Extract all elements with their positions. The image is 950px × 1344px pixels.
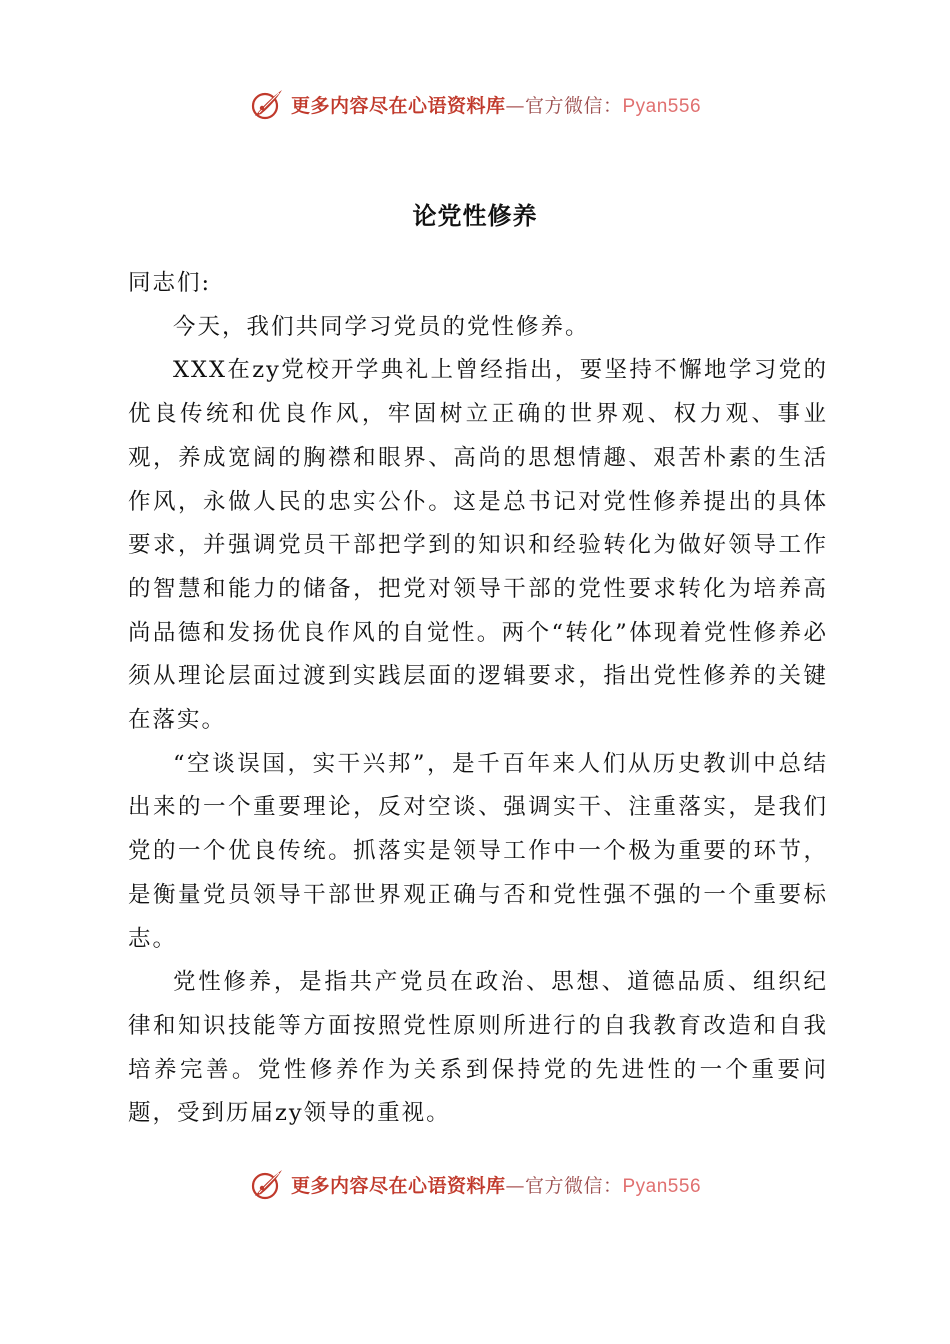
header-wechat-label: 官方微信： xyxy=(524,94,623,117)
header-brand-text: 更多内容尽在心语资料库 xyxy=(290,94,506,117)
footer-separator: — xyxy=(505,1174,525,1197)
footer-wechat-label: 官方微信： xyxy=(524,1174,623,1197)
paragraph-2: XXX在zy党校开学典礼上曾经指出，要坚持不懈地学习党的优良传统和优良作风，牢固树立正确的世界观、权力观、事业观，养成宽阔的胸襟和眼界、高尚的思想情趣、艰苦朴素的生活作风，永做人民的忠实公仆。这是总书记对党性修养提出的具体要求，并强调党员干部把学到的知识和经验转化为做好领导工作的智慧和能力的储备，把党对领导干部的党性要求转化为培养高尚品德和发扬优良作风的自觉性。两个“转化”体现着党性修养必须从理论层面过渡到实践层面的逻辑要求，指出党性修养的关键在落实。 xyxy=(128,357,828,734)
paragraph-1: 今天，我们共同学习党员的党性修养。 xyxy=(173,313,590,340)
footer-watermark-text xyxy=(291,1171,701,1198)
footer-brand-text: 更多内容尽在心语资料库 xyxy=(290,1174,506,1197)
paragraph-4: 党性修养，是指共产党员在政治、思想、道德品质、组织纪律和知识技能等方面按照党性原则所进行的自我教育改造和自我培养完善。党性修养作为关系到保持党的先进性的一个重要问题，受到历届zy领导的重视。 xyxy=(128,969,828,1127)
document-title: 论党性修养 xyxy=(412,201,538,230)
quill-logo-icon xyxy=(249,1166,285,1202)
document-body xyxy=(128,262,828,1136)
footer-wechat-id: Pyan556 xyxy=(622,1175,702,1197)
header-wechat-id: Pyan556 xyxy=(622,95,702,117)
header-watermark-banner xyxy=(0,82,950,126)
paragraph-3: “空谈误国，实干兴邦”，是千百年来人们从历史教训中总结出来的一个重要理论，反对空谈、强调实干、注重落实，是我们党的一个优良传统。抓落实是领导工作中一个极为重要的环节，是衡量党员领导干部世界观正确与否和党性强不强的一个重要标志。 xyxy=(128,750,828,952)
header-separator: — xyxy=(505,94,525,117)
salutation: 同志们: xyxy=(128,270,212,296)
quill-logo-icon xyxy=(249,86,285,122)
header-watermark-text xyxy=(291,91,701,118)
footer-watermark-banner xyxy=(0,1162,950,1206)
